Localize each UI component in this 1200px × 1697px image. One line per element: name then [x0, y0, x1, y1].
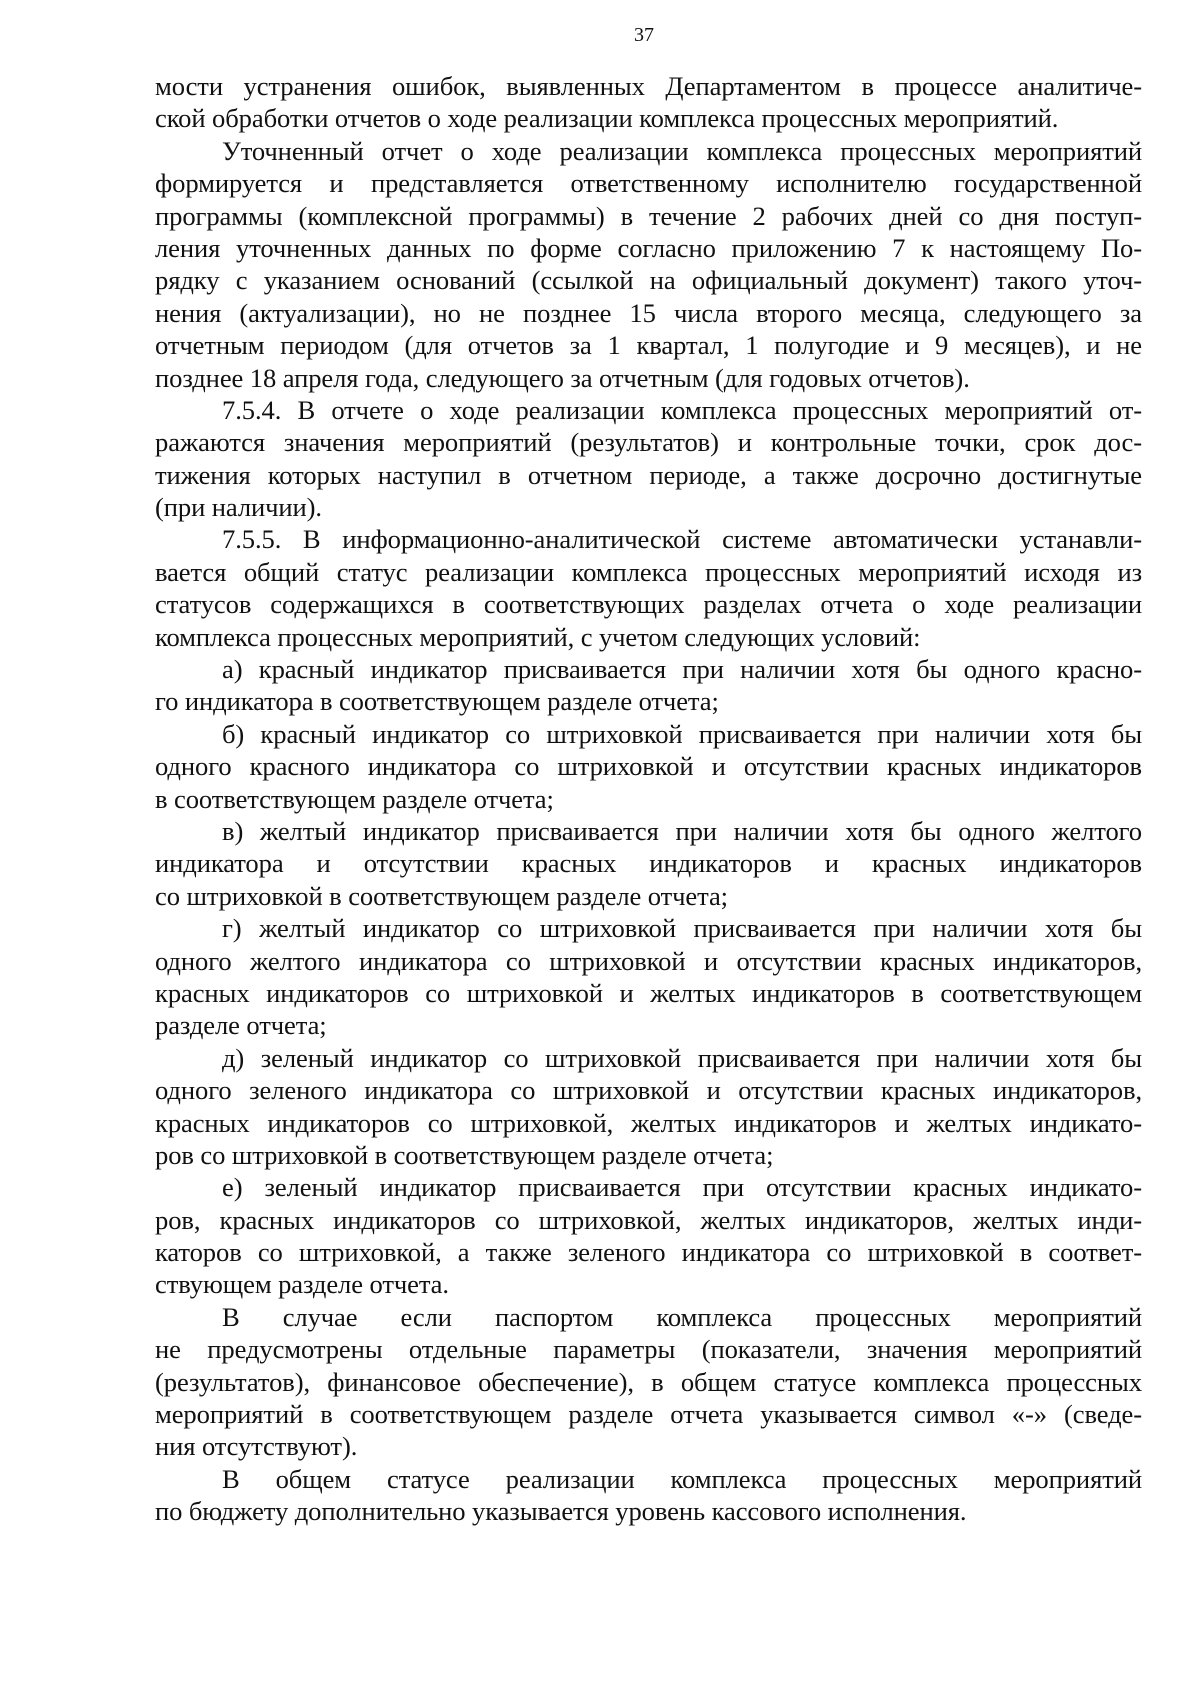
text-line: (результатов), финансовое обеспечение), в общем статусе комплекса процессных [155, 1366, 1142, 1397]
text-line: (при наличии). [155, 492, 322, 523]
text-line: тижения которых наступил в отчетном периоде, а также досрочно достигнутые [155, 459, 1142, 490]
text-line: а) красный индикатор присваивается при наличии хотя бы одного красно- [222, 654, 1142, 685]
text-line: нения (актуализации), но не позднее 15 числа второго месяца, следующего за [155, 297, 1142, 328]
text-line: 7.5.5. В информационно-аналитической системе автоматически устанавли- [222, 524, 1142, 555]
text-line: ствующем разделе отчета. [155, 1269, 449, 1300]
text-line: индикатора и отсутствии красных индикаторов и красных индикаторов [155, 848, 1142, 879]
text-line: 7.5.4. В отчете о ходе реализации комплекса процессных мероприятий от- [222, 394, 1142, 425]
text-line: ров, красных индикаторов со штриховкой, желтых индикаторов, желтых инди- [155, 1204, 1142, 1235]
text-line: го индикатора в соответствующем разделе отчета; [155, 686, 719, 717]
text-line: вается общий статус реализации комплекса процессных мероприятий исходя из [155, 556, 1142, 587]
text-line: позднее 18 апреля года, следующего за отчетным (для годовых отчетов). [155, 362, 970, 393]
text-line: каторов со штриховкой, а также зеленого индикатора со штриховкой в соответ- [155, 1237, 1142, 1268]
text-line: ния отсутствуют). [155, 1431, 358, 1462]
text-line: одного желтого индикатора со штриховкой и отсутствии красных индикаторов, [155, 945, 1142, 976]
text-line: ров со штриховкой в соответствующем разделе отчета; [155, 1139, 774, 1170]
text-line: в) желтый индикатор присваивается при наличии хотя бы одного желтого [222, 815, 1142, 846]
text-line: не предусмотрены отдельные параметры (показатели, значения мероприятий [155, 1334, 1142, 1365]
text-line: в соответствующем разделе отчета; [155, 783, 554, 814]
page-number: 37 [634, 24, 654, 46]
text-line: по бюджету дополнительно указывается уровень кассового исполнения. [155, 1496, 967, 1527]
text-line: д) зеленый индикатор со штриховкой присваивается при наличии хотя бы [222, 1042, 1142, 1073]
text-line: ражаются значения мероприятий (результатов) и контрольные точки, срок дос- [155, 427, 1142, 458]
text-line: формируется и представляется ответственному исполнителю государственной [155, 168, 1142, 199]
text-line: е) зеленый индикатор присваивается при отсутствии красных индикато- [222, 1172, 1142, 1203]
text-line: красных индикаторов со штриховкой, желтых индикаторов и желтых индикато- [155, 1107, 1142, 1138]
text-line: одного красного индикатора со штриховкой и отсутствии красных индикаторов [155, 751, 1142, 782]
document-body [155, 70, 1142, 1528]
text-line: программы (комплексной программы) в течение 2 рабочих дней со дня поступ- [155, 200, 1142, 231]
text-line: ской обработки отчетов о ходе реализации комплекса процессных мероприятий. [155, 103, 1059, 134]
text-line: В общем статусе реализации комплекса процессных мероприятий [222, 1463, 1142, 1494]
text-line: комплекса процессных мероприятий, с учетом следующих условий: [155, 621, 921, 652]
text-line: разделе отчета; [155, 1010, 327, 1041]
text-line: б) красный индикатор со штриховкой присваивается при наличии хотя бы [222, 718, 1142, 749]
text-line: мости устранения ошибок, выявленных Департаментом в процессе аналитиче- [155, 71, 1142, 101]
text-line: Уточненный отчет о ходе реализации комплекса процессных мероприятий [222, 135, 1142, 166]
text-line: со штриховкой в соответствующем разделе отчета; [155, 880, 728, 911]
text-line: красных индикаторов со штриховкой и желтых индикаторов в соответствующем [155, 977, 1142, 1008]
text-line: отчетным периодом (для отчетов за 1 квартал, 1 полугодие и 9 месяцев), и не [155, 330, 1142, 361]
text-line: одного зеленого индикатора со штриховкой и отсутствии красных индикаторов, [155, 1075, 1142, 1106]
text-line: г) желтый индикатор со штриховкой присваивается при наличии хотя бы [222, 913, 1142, 944]
text-line: мероприятий в соответствующем разделе отчета указывается символ «-» (сведе- [155, 1399, 1142, 1430]
text-line: статусов содержащихся в соответствующих разделах отчета о ходе реализации [155, 589, 1142, 620]
text-line: В случае если паспортом комплекса процессных мероприятий [222, 1301, 1142, 1332]
text-line: рядку с указанием оснований (ссылкой на официальный документ) такого уточ- [155, 265, 1142, 296]
text-line: ления уточненных данных по форме согласно приложению 7 к настоящему По- [155, 232, 1142, 263]
